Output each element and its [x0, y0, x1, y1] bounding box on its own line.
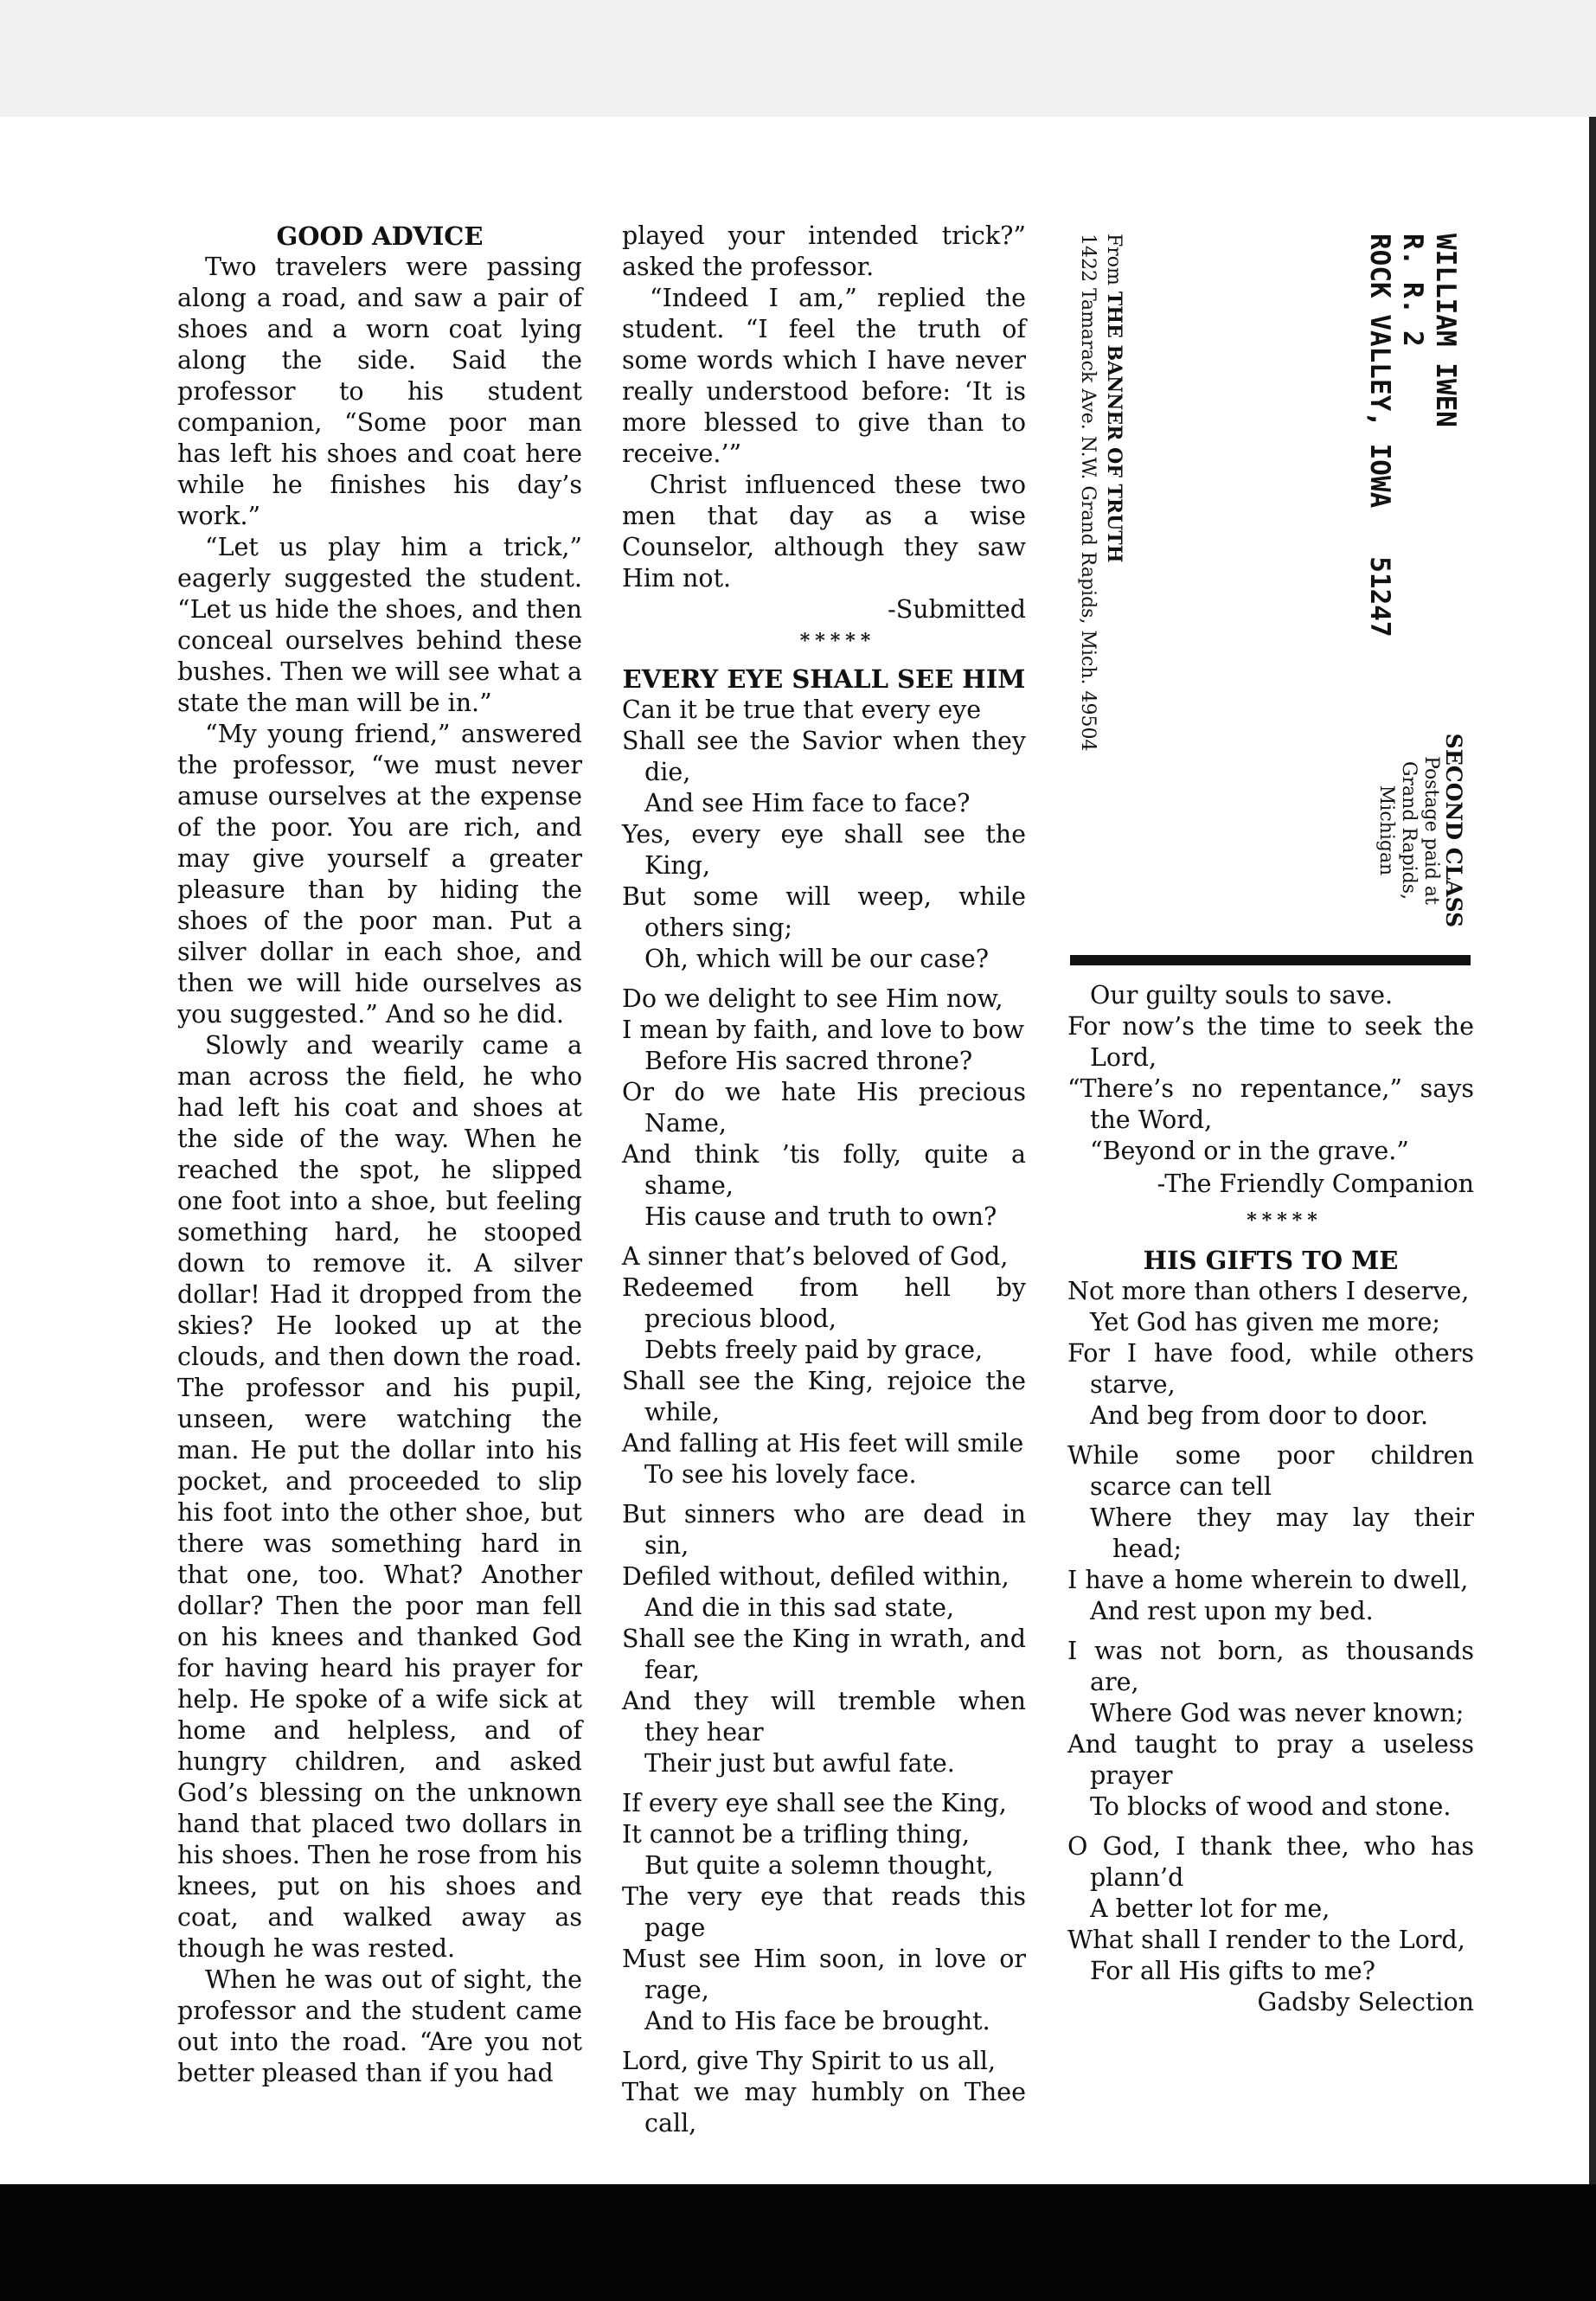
verse-line: O God, I thank thee, who has plann’d	[1067, 1832, 1474, 1892]
verse-line: And see Him face to face?	[644, 789, 971, 817]
publisher-address: 1422 Tamarack Ave. N.W. Grand Rapids, Mich. 49504	[1077, 234, 1099, 752]
verse-line: Shall see the King in wrath, and fear,	[622, 1625, 1026, 1684]
scan-top-margin	[0, 0, 1596, 117]
publisher-name: THE BANNER OF TRUTH	[1103, 291, 1125, 563]
postage-city: Grand Rapids, Michigan	[1375, 760, 1420, 901]
verse-line: And rest upon my bed.	[1090, 1597, 1374, 1625]
recipient-name: WILLIAM IWEN	[1430, 234, 1461, 427]
verse-line: But quite a solemn thought,	[644, 1851, 994, 1880]
verse-line: Where they may lay their head;	[1090, 1503, 1474, 1563]
verse-line: A better lot for me,	[1090, 1894, 1330, 1923]
verse-line: Defiled without, defiled within,	[622, 1562, 1010, 1591]
verse-line: But some will weep, while others sing;	[622, 882, 1026, 942]
verse-line: A sinner that’s beloved of God,	[622, 1242, 1009, 1271]
verse-line: Yet God has given me more;	[1090, 1308, 1440, 1336]
verse-line: And beg from door to door.	[1090, 1401, 1429, 1430]
postage-indicia	[1375, 714, 1465, 947]
poem-stanza	[622, 984, 1026, 1233]
verse-line: Debts freely paid by grace,	[644, 1336, 984, 1364]
column-good-advice	[177, 221, 582, 2089]
poem-stanza	[622, 1499, 1026, 1779]
article-title: GOOD ADVICE	[276, 221, 484, 251]
verse-line: His cause and truth to own?	[644, 1202, 997, 1231]
verse-line: “There’s no repentance,” says the Word,	[1067, 1074, 1474, 1134]
verse-line: Their just but awful fate.	[644, 1749, 955, 1778]
poem-title: HIS GIFTS TO ME	[1143, 1246, 1399, 1275]
verse-line: That we may humbly on Thee call,	[622, 2078, 1026, 2138]
verse-line: And to His face be brought.	[644, 2007, 990, 2035]
attribution: -The Friendly Companion	[1157, 1170, 1474, 1198]
second-class-label: SECOND CLASS	[1441, 733, 1466, 928]
scan-bottom-margin	[0, 2184, 1596, 2301]
verse-line: For I have food, while others starve,	[1067, 1339, 1474, 1399]
poem-stanza	[622, 1241, 1026, 1490]
poem-stanza	[622, 1788, 1026, 2037]
verse-line: To see his lovely face.	[644, 1460, 917, 1489]
attribution: Gadsby Selection	[1257, 1988, 1474, 2016]
paragraph: played your intended trick?” asked the professor.	[622, 221, 1026, 281]
poem-title: EVERY EYE SHALL SEE HIM	[622, 664, 1026, 694]
verse-line: “Beyond or in the grave.”	[1090, 1137, 1409, 1165]
poem-stanza	[1067, 1831, 1474, 1987]
verse-line: Our guilty souls to save.	[1090, 981, 1394, 1009]
verse-line: And think ’tis folly, quite a shame,	[622, 1140, 1026, 1200]
poem-stanza	[622, 2046, 1026, 2139]
verse-line: Lord, give Thy Spirit to us all,	[622, 2047, 997, 2075]
verse-line: Or do we hate His precious Name,	[622, 1078, 1026, 1138]
verse-line: It cannot be a trifling thing,	[622, 1820, 970, 1849]
paragraph: Christ influenced these two men that day as a wise Counselor, although they saw Him not.	[622, 471, 1026, 593]
poem-stanza	[622, 695, 1026, 975]
verse-line: I mean by faith, and love to bow	[622, 1016, 1025, 1044]
paragraph: When he was out of sight, the professor and the student came out into the road. “Are you not better pleased than if you had	[177, 1965, 582, 2087]
verse-line: I was not born, as thousands are,	[1067, 1637, 1474, 1696]
verse-line: The very eye that reads this page	[622, 1882, 1026, 1942]
poem-stanza	[1067, 980, 1474, 1167]
paragraph: “Indeed I am,” replied the student. “I feel the truth of some words which I have never really understood before: ‘It is more blessed to give than to receive.’”	[622, 284, 1026, 468]
paragraph: Two travelers were passing along a road, and saw a pair of shoes and a worn coat lying along the side. Said the professor to his student companion, “Some poor man has left his shoes and coat here while he finishes his day’s work.”	[177, 253, 582, 530]
verse-line: Can it be true that every eye	[622, 695, 982, 724]
verse-line: I have a home wherein to dwell,	[1067, 1566, 1469, 1594]
verse-line: Must see Him soon, in love or rage,	[622, 1945, 1026, 2004]
from-label: From	[1103, 234, 1125, 285]
verse-line: And die in this sad state,	[644, 1593, 955, 1622]
separator-stars: *****	[1247, 1209, 1323, 1232]
paragraph: Slowly and wearily came a man across the field, he who had left his coat and shoes at the side of the way. When he reached the spot, he slipped one foot into a shoe, but feeling something hard, he stooped down to remove it. A silver dollar! Had it dropped from the skies? He looked up at the clouds, and then down the road. The professor and his pupil, unseen, were watching the man. He put the dollar into his pocket, and proceeded to slip his foot into the other shoe, but there was something hard in that one, too. What? Another dollar? Then the poor man fell on his knees and thanked God for having heard his prayer for help. He spoke of a wife sick at home and helpless, and of hungry children, and asked God’s blessing on the unknown hand that placed two dollars in his shoes. Then he rose from his knees, put on his shoes and coat, and walked away as though he was rested.	[177, 1031, 582, 1963]
postage-paid-label: Postage paid at	[1420, 756, 1442, 905]
attribution: -Submitted	[888, 595, 1026, 624]
poem-stanza	[1067, 1440, 1474, 1627]
poem-stanza	[1067, 1636, 1474, 1823]
return-address	[1074, 234, 1127, 822]
verse-line: For now’s the time to seek the Lord,	[1067, 1012, 1474, 1072]
scan-right-edge	[1589, 117, 1596, 2184]
verse-line: And taught to pray a useless prayer	[1067, 1730, 1474, 1790]
column-right	[1067, 980, 1474, 2018]
verse-line: Shall see the Savior when they die,	[622, 727, 1026, 786]
verse-line: If every eye shall see the King,	[622, 1789, 1007, 1817]
paragraph: “Let us play him a trick,” eagerly suggested the student. “Let us hide the shoes, and then conceal ourselves behind these bushes. Then we will see what a state the man will be in.”	[177, 533, 582, 717]
verse-line: Not more than others I deserve,	[1067, 1277, 1470, 1305]
verse-line: But sinners who are dead in sin,	[622, 1500, 1026, 1560]
verse-line: Before His sacred throne?	[644, 1047, 973, 1075]
verse-line: What shall I render to the Lord,	[1067, 1926, 1465, 1954]
verse-line: To blocks of wood and stone.	[1090, 1792, 1452, 1821]
verse-line: Redeemed from hell by precious blood,	[622, 1273, 1026, 1333]
verse-line: Do we delight to see Him now,	[622, 984, 1003, 1013]
recipient-route: R. R. 2	[1397, 234, 1428, 347]
divider-rule	[1070, 955, 1471, 965]
recipient-city: ROCK VALLEY, IOWA 51247	[1364, 234, 1395, 638]
verse-line: And they will tremble when they hear	[622, 1687, 1026, 1747]
verse-line: Oh, which will be our case?	[644, 945, 989, 973]
separator-stars: *****	[799, 630, 876, 652]
column-middle	[622, 221, 1026, 2148]
verse-line: For all His gifts to me?	[1090, 1957, 1375, 1985]
verse-line: And falling at His feet will smile	[622, 1429, 1024, 1458]
poem-stanza	[1067, 1276, 1474, 1432]
verse-line: Where God was never known;	[1090, 1699, 1465, 1727]
verse-line: Yes, every eye shall see the King,	[622, 820, 1026, 880]
verse-line: While some poor children scarce can tell	[1067, 1441, 1474, 1501]
paragraph: “My young friend,” answered the professor, “we must never amuse ourselves at the expense of the poor. You are rich, and may give yourself a greater pleasure than by hiding the shoes of the poor man. Put a silver dollar in each shoe, and then we will hide ourselves as you suggested.” And so he did.	[177, 720, 582, 1029]
verse-line: Shall see the King, rejoice the while,	[622, 1367, 1026, 1426]
